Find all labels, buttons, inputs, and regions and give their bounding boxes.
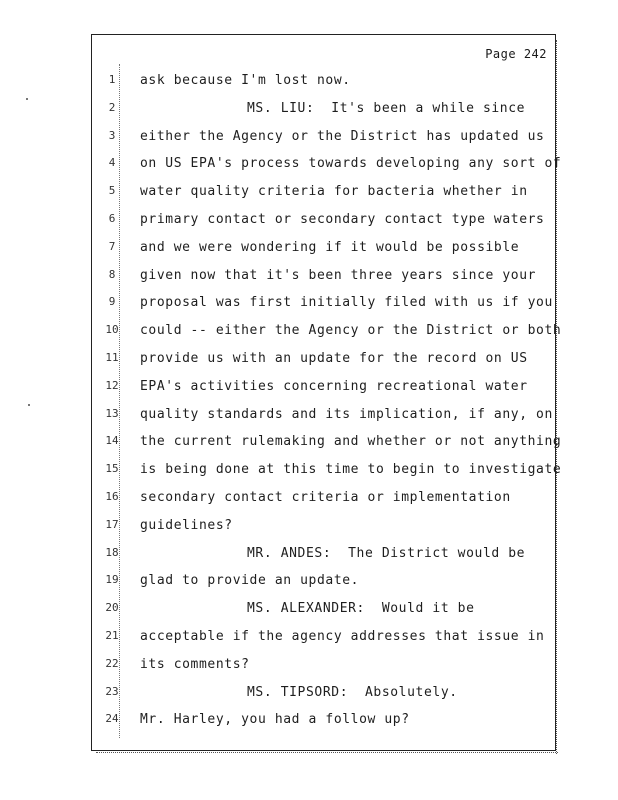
line-text: the current rulemaking and whether or not anything [140, 434, 562, 450]
line-number: 22 [105, 656, 119, 670]
line-text: water quality criteria for bacteria whether in [140, 184, 528, 200]
line-number: 7 [108, 239, 116, 253]
line-text: provide us with an update for the record on US [140, 351, 528, 366]
line-text: quality standards and its implication, if any, on [140, 406, 553, 422]
line-number: 3 [108, 128, 116, 142]
line-number: 15 [105, 462, 119, 476]
page-number: Page 242 [485, 47, 547, 61]
line-number: 19 [105, 573, 119, 587]
transcript-line [92, 657, 557, 677]
speaker-line-text: MS. LIU: It's been a while since [247, 100, 526, 116]
line-number: 1 [108, 73, 116, 86]
line-number: 6 [108, 212, 116, 225]
line-number: 21 [105, 629, 119, 642]
transcript-line [92, 351, 557, 371]
transcript-line [92, 268, 557, 288]
transcript-line [92, 712, 557, 732]
transcript-line [92, 407, 557, 427]
transcript-line [92, 685, 557, 705]
transcript-line [92, 156, 562, 176]
transcript-page [91, 34, 562, 751]
line-number: 9 [108, 295, 116, 309]
line-number: 14 [105, 434, 119, 448]
speaker-line-text: MS. ALEXANDER: Would it be [247, 601, 475, 617]
transcript-line [92, 129, 557, 149]
line-number: 24 [105, 712, 119, 726]
line-text: proposal was first initially filed with us if you [140, 295, 553, 311]
transcript-line [92, 434, 562, 454]
line-number: 8 [108, 267, 116, 281]
line-text: Mr. Harley, you had a follow up? [140, 712, 410, 728]
line-number: 11 [105, 351, 119, 364]
line-text: ask because I'm lost now. [140, 73, 351, 88]
line-number: 10 [105, 323, 119, 337]
line-number: 13 [105, 406, 119, 420]
line-number: 16 [105, 490, 119, 503]
page-shadow-bottom [96, 752, 558, 756]
transcript-line [92, 295, 557, 315]
line-text: is being done at this time to begin to investigate [140, 462, 562, 478]
transcript-line [92, 601, 557, 621]
transcript-line [92, 184, 557, 204]
line-text: primary contact or secondary contact type waters [140, 212, 545, 227]
transcript-line [92, 518, 557, 538]
transcript-line [92, 379, 557, 399]
line-number: 12 [105, 378, 119, 392]
line-text: either the Agency or the District has updated us [140, 128, 545, 144]
line-number: 4 [108, 156, 116, 170]
line-number: 23 [105, 684, 119, 698]
line-text: and we were wondering if it would be possible [140, 239, 520, 255]
line-text: could -- either the Agency or the District or both [140, 323, 562, 339]
transcript-line [92, 323, 562, 343]
line-number-margin-rule [119, 64, 120, 738]
transcript-line [92, 73, 557, 93]
line-text: glad to provide an update. [140, 573, 360, 589]
line-number: 2 [108, 100, 116, 114]
transcript-line [92, 546, 557, 566]
transcript-line [92, 101, 557, 121]
line-number: 5 [108, 184, 116, 198]
transcript-line [92, 462, 562, 482]
line-text: secondary contact criteria or implementation [140, 490, 511, 505]
line-text: on US EPA's process towards developing any sort of [140, 156, 562, 172]
line-number: 17 [105, 517, 119, 531]
transcript-line [92, 573, 557, 593]
line-text: given now that it's been three years since your [140, 267, 537, 283]
transcript-line [92, 240, 557, 260]
line-text: its comments? [140, 656, 250, 672]
line-text: EPA's activities concerning recreational water [140, 378, 528, 394]
scan-speck [28, 404, 30, 406]
scan-speck [26, 98, 28, 100]
speaker-line-text: MS. TIPSORD: Absolutely. [247, 684, 458, 700]
transcript-line [92, 629, 557, 649]
transcript-line [92, 212, 557, 232]
line-number: 20 [105, 601, 119, 615]
line-text: acceptable if the agency addresses that issue in [140, 629, 545, 644]
speaker-line-text: MR. ANDES: The District would be [247, 545, 526, 561]
line-text: guidelines? [140, 517, 233, 533]
line-number: 18 [105, 545, 119, 559]
transcript-line [92, 490, 557, 510]
